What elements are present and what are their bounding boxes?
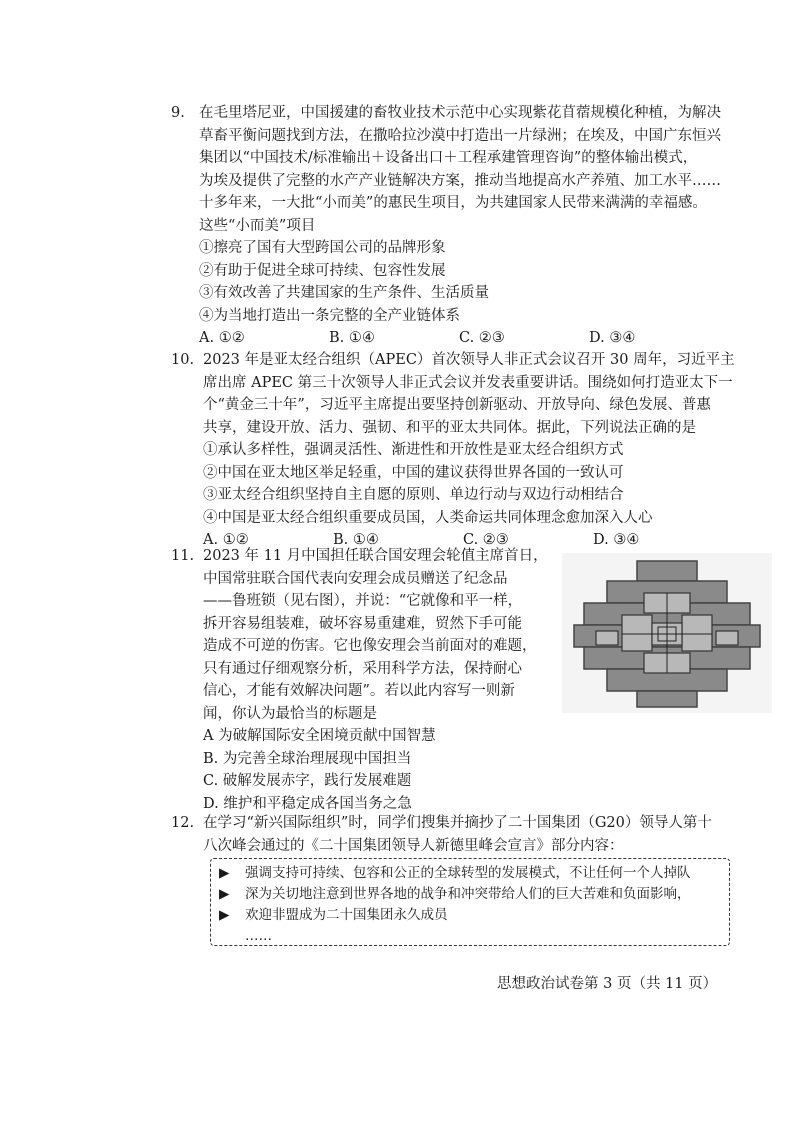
answer-option: C. ②③ (463, 532, 509, 548)
declaration-item-text: 欢迎非盟成为二十国集团永久成员 (245, 907, 448, 923)
statement-item: ④中国是亚太经合组织重要成员国，人类命运共同体理念愈加深入人心 (203, 509, 653, 526)
bullet-icon: ▶ (219, 886, 230, 902)
declaration-item-text: 强调支持可持续、包容和公正的全球转型的发展模式，不让任何一个人掉队 (245, 865, 691, 881)
luban-lock-illustration (562, 553, 772, 713)
answer-option: C. ②③ (459, 330, 505, 346)
question-11 (171, 545, 551, 815)
declaration-item (219, 863, 721, 884)
question-10 (171, 349, 771, 552)
statement-item: ③有效改善了共建国家的生产条件、生活质量 (199, 285, 489, 301)
question-text-line: 闻，你认为最恰当的标题是 (203, 705, 377, 722)
question-text-line: 个“黄金三十年”，习近平主席提出要坚持创新驱动、开放导向、绿色发展、普惠 (203, 397, 711, 413)
question-text-line: 八次峰会通过的《二十国集团领导人新德里峰会宣言》部分内容： (203, 837, 624, 854)
question-text-line: 2023 年 11 月中国担任联合国安理会轮值主席首日， (203, 548, 548, 564)
question-number: 12. (171, 815, 195, 831)
question-number: 11. (171, 548, 195, 564)
statement-item: ①擦亮了国有大型跨国公司的品牌形象 (199, 240, 446, 256)
declaration-item-text: 深为关切地注意到世界各地的战争和冲突带给人们的巨大苦难和负面影响， (245, 886, 691, 902)
question-text-line: 中国常驻联合国代表向安理会成员赠送了纪念品 (203, 570, 508, 587)
answer-option: D. ③④ (593, 532, 640, 548)
answer-option: D. 维护和平稳定成各国当务之急 (203, 795, 412, 812)
question-number: 10. (171, 352, 195, 368)
answer-option: A. ①② (199, 330, 245, 346)
answer-options (199, 327, 771, 350)
statement-item: ②有助于促进全球可持续、包容性发展 (199, 262, 446, 279)
question-text-line: 在毛里塔尼亚，中国援建的畜牧业技术示范中心实现紫花苜蓿规模化种植，为解决 (199, 105, 721, 121)
answer-option: D. ③④ (589, 330, 636, 346)
answer-option: B. ①④ (333, 532, 379, 548)
page-footer: 思想政治试卷第 3 页（共 11 页） (497, 976, 718, 992)
question-text-line: 草畜平衡问题找到方法，在撒哈拉沙漠中打造出一片绿洲；在埃及，中国广东恒兴 (199, 127, 721, 144)
statement-item: ②中国在亚太地区举足轻重，中国的建议获得世界各国的一致认可 (203, 464, 624, 481)
answer-option: B. 为完善全球治理展现中国担当 (203, 750, 412, 767)
statement-item: ④为当地打造出一条完整的全产业链体系 (199, 307, 460, 324)
question-text-line: 2023 年是亚太经合组织（APEC）首次领导人非正式会议召开 30 周年，习近平主 (203, 352, 735, 368)
bullet-icon: ▶ (219, 865, 230, 881)
question-number: 9. (171, 105, 185, 121)
declaration-item (219, 905, 721, 926)
question-9 (171, 102, 771, 350)
answer-option: C. 破解发展赤字，践行发展难题 (203, 773, 412, 789)
question-text-line: 集团以“中国技术/标准输出＋设备出口＋工程承建管理咨询”的整体输出模式， (199, 150, 698, 166)
question-text-line: 拆开容易组装难，破坏容易重建难，贸然下手可能 (203, 615, 522, 632)
declaration-ellipsis: …… (245, 928, 272, 944)
question-text-line: 共享，建设开放、活力、强韧、和平的亚太共同体。据此，下列说法正确的是 (203, 419, 696, 436)
bullet-icon: ▶ (219, 907, 230, 923)
question-text-line: 信心，才能有效解决问题”。若以此内容写一则新 (203, 683, 515, 699)
question-text-line: 造成不可逆的伤害。它也像安理会当前面对的难题， (203, 638, 537, 654)
statement-item: ①承认多样性，强调灵活性、渐进性和开放性是亚太经合组织方式 (203, 442, 624, 458)
question-text-line: 为埃及提供了完整的水产产业链解决方案，推动当地提高水产养殖、加工水平…… (199, 172, 721, 189)
question-text-line: 在学习“新兴国际组织”时，同学们搜集并摘抄了二十国集团（G20）领导人第十 (203, 815, 712, 831)
question-text-line: 只有通过仔细观察分析，采用科学方法，保持耐心 (203, 660, 522, 677)
declaration-excerpt-box (210, 858, 730, 946)
question-text-line: 席出席 APEC 第三十次领导人非正式会议并发表重要讲话。围绕如何打造亚太下一 (203, 374, 733, 391)
luban-lock-image (547, 548, 787, 718)
question-text-line: 十多年来，一大批“小而美”的惠民生项目，为共建国家人民带来满满的幸福感。 (199, 195, 707, 211)
statement-item: ③亚太经合组织坚持自主自愿的原则、单边行动与双边行动相结合 (203, 487, 624, 503)
declaration-item (219, 884, 721, 905)
answer-option: B. ①④ (329, 330, 375, 346)
answer-option: A. ①② (203, 532, 249, 548)
answer-option: A 为破解国际安全困境贡献中国智慧 (203, 728, 436, 744)
question-12 (171, 812, 771, 857)
question-text-line: 这些“小而美”项目 (199, 217, 316, 234)
question-text-line: ——鲁班锁（见右图），并说：“它就像和平一样， (203, 593, 523, 609)
